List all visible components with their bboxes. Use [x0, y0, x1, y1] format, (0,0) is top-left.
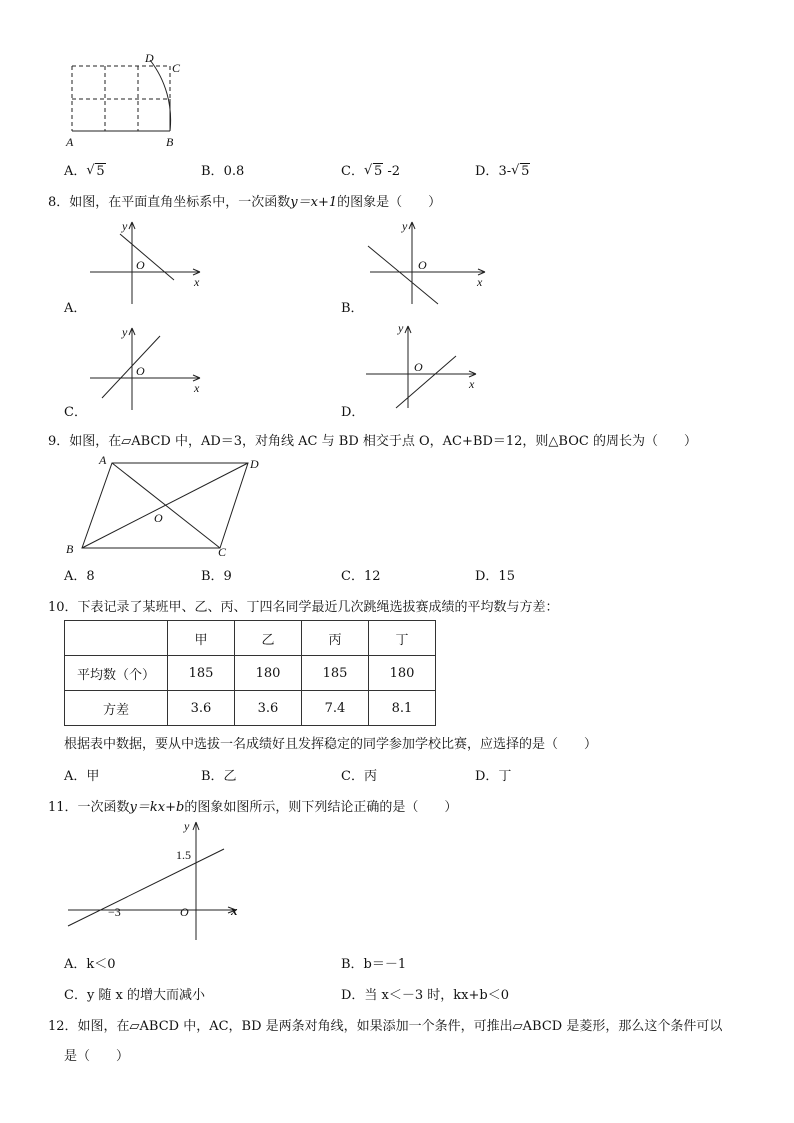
q8-option-d: D．: [341, 405, 365, 420]
q11-option-b: B．b＝－1: [341, 957, 407, 972]
table-row: 方差 3.6 3.6 7.4 8.1: [65, 691, 436, 726]
q9-option-c: C．12: [341, 569, 381, 584]
stats-table: [64, 620, 436, 726]
label-b: B: [166, 135, 174, 149]
svg-text:O: O: [136, 364, 145, 378]
svg-text:x: x: [194, 275, 200, 289]
svg-text:A: A: [99, 453, 107, 467]
svg-text:C: C: [218, 545, 227, 559]
q12-stem-line2: 是（ ）: [64, 1049, 130, 1064]
svg-text:y: y: [398, 321, 404, 335]
q11-figure: [0, 812, 794, 962]
function-line: [368, 246, 438, 304]
q8-graph-a: [80, 212, 220, 312]
q11-option-d: D．当 x＜－3 时，kx+b＜0: [341, 988, 509, 1003]
q10-option-d: D．丁: [475, 769, 512, 784]
label-c: C: [172, 61, 181, 75]
q10-question: 根据表中数据，要从中选拔一名成绩好且发挥稳定的同学参加学校比赛，应选择的是（ ）: [64, 737, 598, 752]
q11-stem: 11．一次函数y＝kx+b的图象如图所示，则下列结论正确的是（ ）: [48, 800, 458, 815]
q11-option-c: C．y 随 x 的增大而减小: [64, 988, 206, 1003]
table-row: 甲 乙 丙 丁: [65, 621, 436, 656]
sqrt-symbol: √ 5: [364, 164, 383, 179]
table-row: 平均数（个） 185 180 185 180: [65, 656, 436, 691]
q8-stem: 8．如图，在平面直角坐标系中，一次函数y＝x+1的图象是（ ）: [48, 195, 442, 210]
q9-option-d: D．15: [475, 569, 515, 584]
q8-option-c: C．: [64, 405, 87, 420]
q8-option-b: B．: [341, 301, 364, 316]
q10-option-b: B．乙: [201, 769, 237, 784]
svg-text:y: y: [122, 325, 128, 339]
svg-text:x: x: [469, 377, 475, 391]
q10-stem: 10．下表记录了某班甲、乙、丙、丁四名同学最近几次跳绳选拔赛成绩的平均数与方差：: [48, 600, 559, 615]
svg-text:O: O: [414, 360, 423, 374]
q9-option-a: A．8: [64, 569, 95, 584]
q7-option-c: C．√ 5 -2: [341, 160, 400, 179]
sqrt-symbol: √ 5: [511, 164, 530, 179]
q7-figure: [0, 0, 794, 160]
svg-text:y: y: [184, 819, 190, 833]
svg-text:x: x: [231, 903, 238, 918]
q8-graph-d: [358, 316, 498, 416]
function-line: [102, 336, 160, 398]
svg-text:x: x: [194, 381, 200, 395]
function-line: [68, 849, 224, 926]
diagonal-bd: [82, 463, 248, 548]
q9-figure: [0, 440, 794, 570]
function-line: [120, 234, 174, 280]
q11-option-a: A．k＜0: [64, 957, 116, 972]
svg-text:1.5: 1.5: [176, 848, 191, 862]
q7-option-a: A．√ 5: [64, 160, 106, 179]
q7-option-b: B．0.8: [201, 164, 245, 179]
q9-stem: 9．如图，在▱ABCD 中，AD＝3，对角线 AC 与 BD 相交于点 O，AC+BD＝12，则△BOC 的周长为（ ）: [48, 434, 697, 449]
svg-text:y: y: [122, 219, 128, 233]
svg-text:x: x: [477, 275, 483, 289]
q10-option-c: C．丙: [341, 769, 377, 784]
svg-text:O: O: [154, 511, 163, 525]
svg-text:−3: −3: [108, 905, 121, 919]
label-d: D: [145, 51, 154, 65]
q12-stem-line1: 12．如图，在▱ABCD 中，AC，BD 是两条对角线，如果添加一个条件，可推出▱ABCD 是菱形，那么这个条件可以: [48, 1019, 723, 1034]
q8-option-a: A．: [64, 301, 87, 316]
svg-text:y: y: [402, 219, 408, 233]
q8-graph-b: [360, 212, 500, 312]
svg-text:D: D: [250, 457, 259, 471]
q7-option-d: D．3-√ 5: [475, 160, 530, 179]
q9-option-b: B．9: [201, 569, 232, 584]
svg-text:O: O: [136, 258, 145, 272]
svg-text:O: O: [418, 258, 427, 272]
q8-graph-c: [80, 318, 220, 418]
svg-text:B: B: [66, 542, 74, 556]
svg-text:O: O: [180, 905, 189, 919]
label-a: A: [66, 135, 74, 149]
function-line: [396, 356, 456, 408]
q10-option-a: A．甲: [64, 769, 100, 784]
arc-bd: [150, 60, 171, 131]
sqrt-symbol: √ 5: [86, 164, 105, 179]
